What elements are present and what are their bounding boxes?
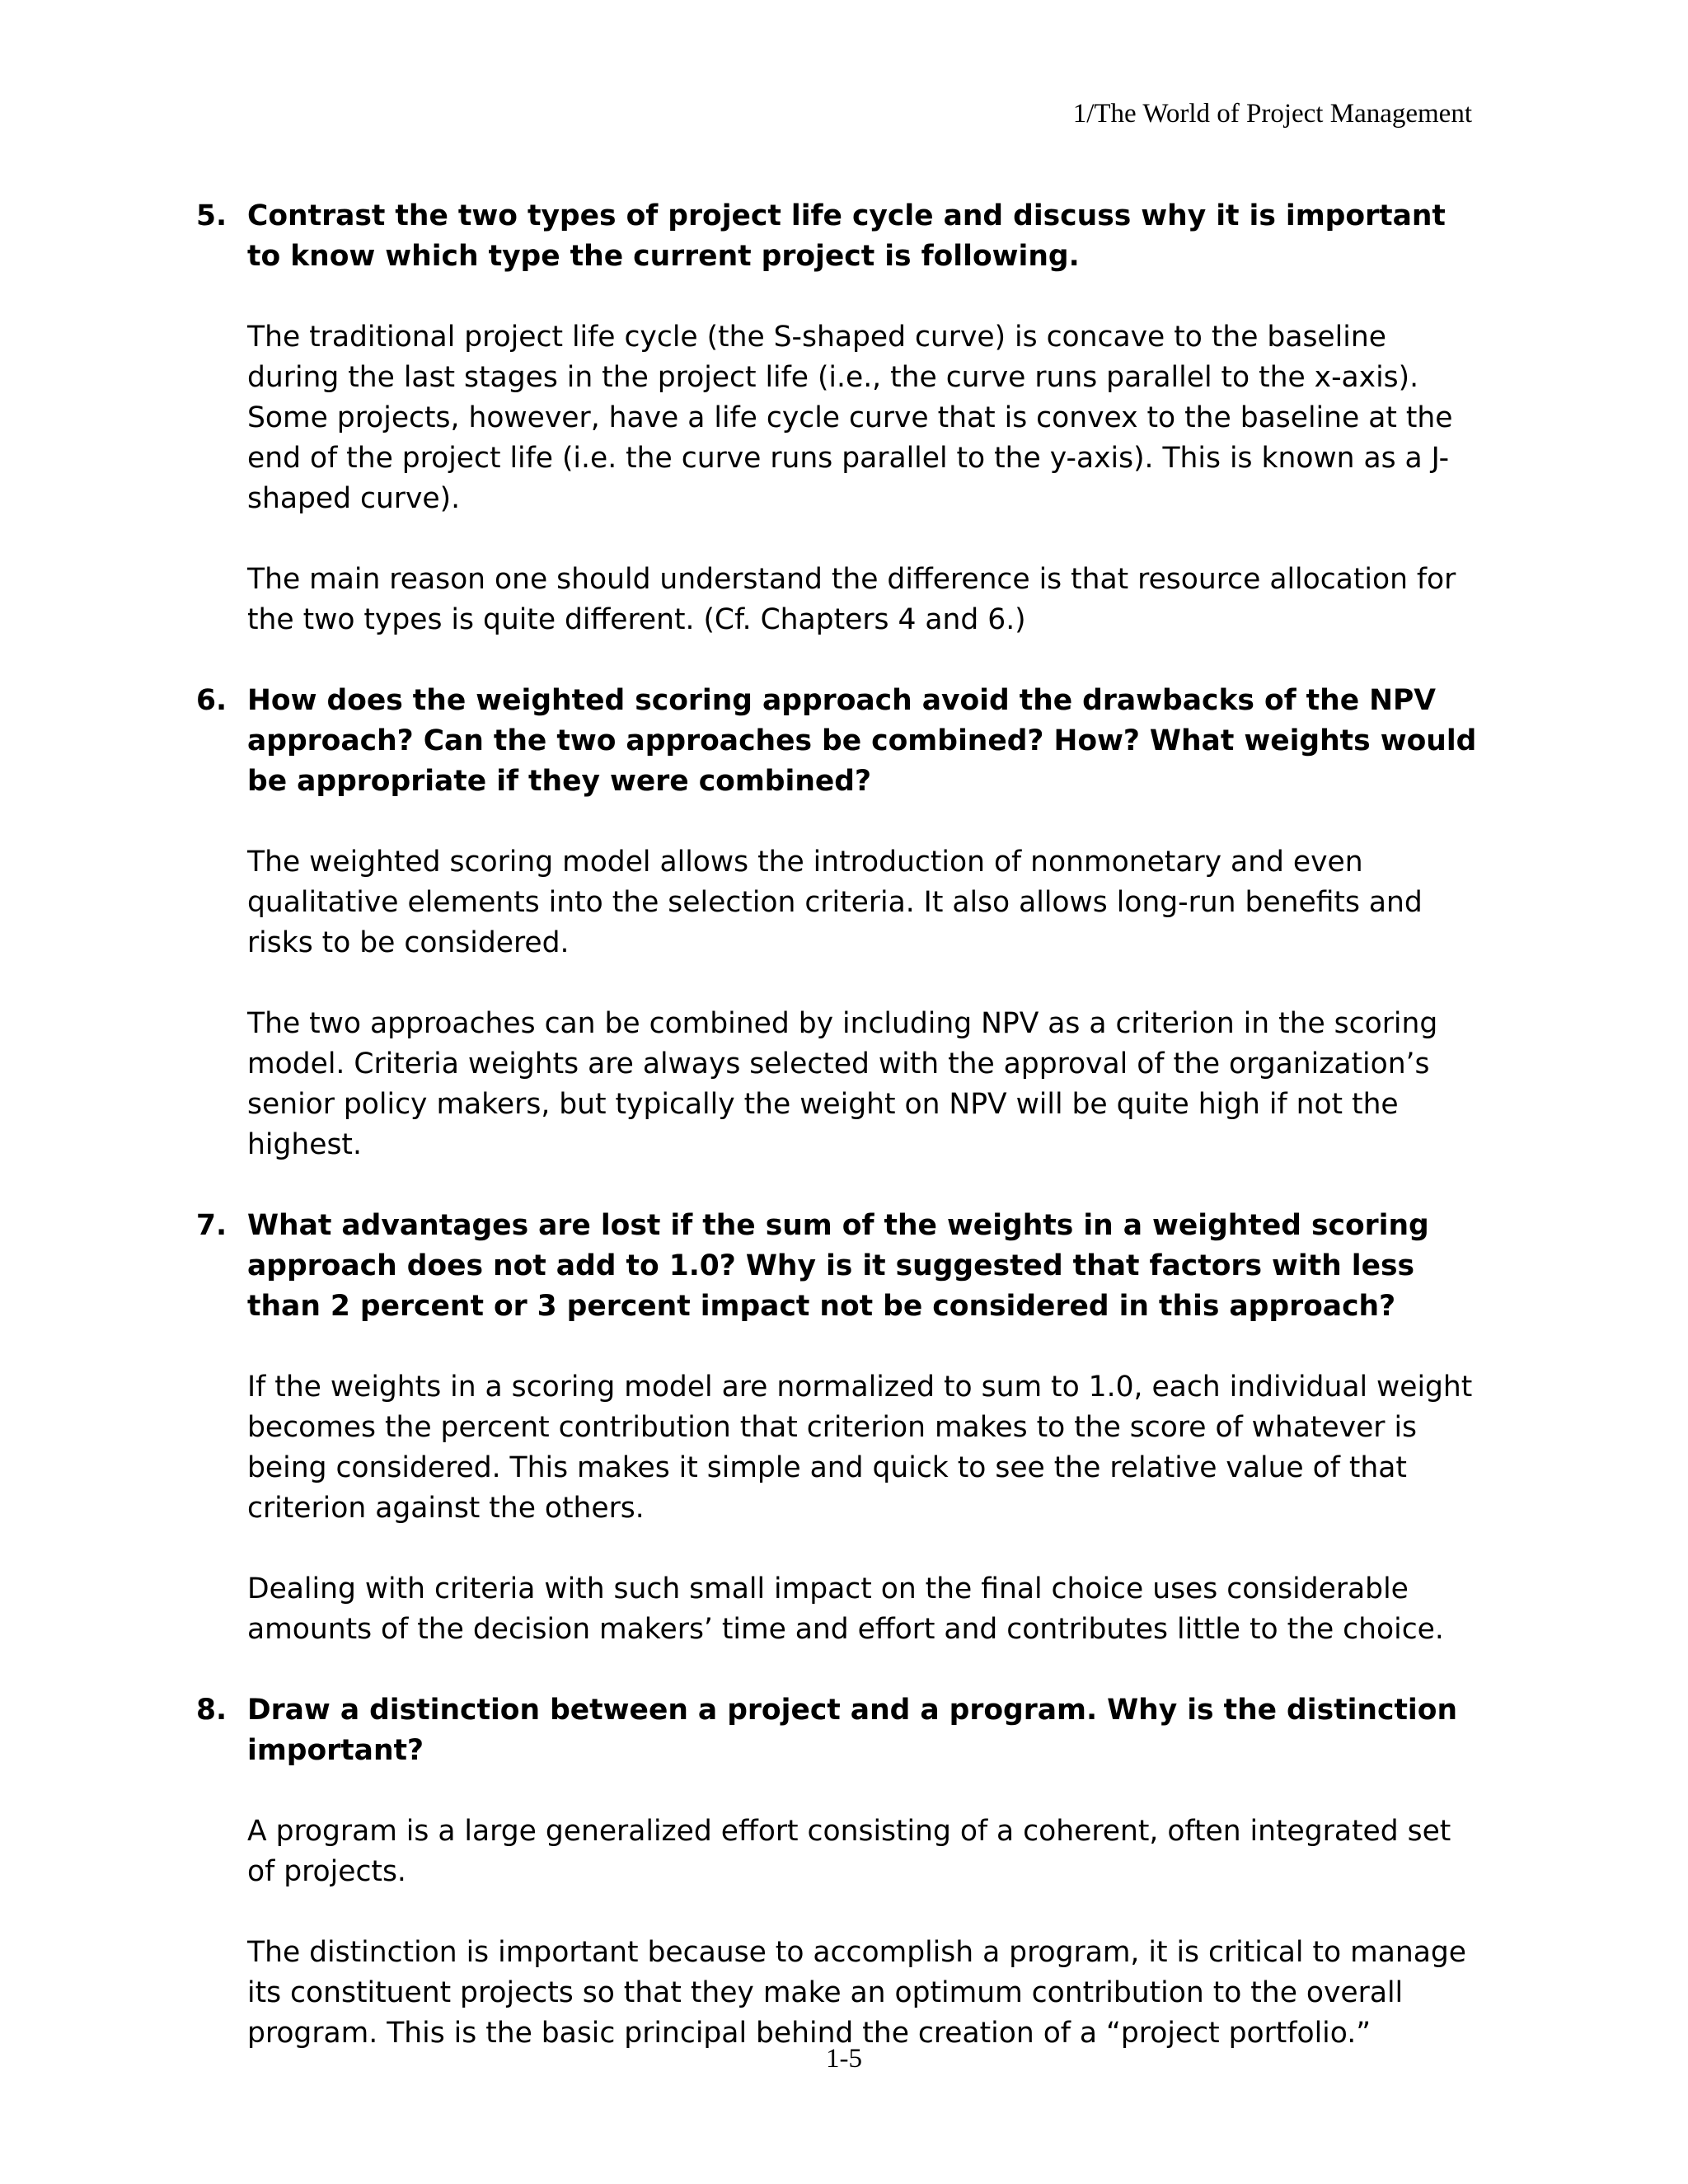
question-item-8	[196, 1690, 1482, 2054]
question-item-7	[196, 1206, 1482, 1650]
answer-paragraph: A program is a large generalized effort consisting of a coherent, often integrated set of projects.	[247, 1815, 1451, 1888]
question-number: 8.	[196, 1694, 227, 1727]
answer-paragraph: Dealing with criteria with such small impact on the final choice uses considerable amounts of the decision makers’ time and effort and contributes little to the choice.	[247, 1572, 1444, 1646]
question-item-5	[196, 196, 1482, 640]
answer-paragraph: The weighted scoring model allows the introduction of nonmonetary and even qualitative elements into the selection criteria. It also allows long-run benefits and risks to be considered.	[247, 846, 1423, 959]
question-number: 7.	[196, 1209, 227, 1242]
question-list	[196, 196, 1482, 2094]
answer-paragraph: The traditional project life cycle (the S-shaped curve) is concave to the baseline during the last stages in the project life (i.e., the curve runs parallel to the x-axis). Some projects, however, have a life cycle curve that is convex to the baseline at the end of the project life (i.e. the curve runs parallel to the y-axis). This is known as a J-shaped curve).	[247, 321, 1453, 515]
question-number: 5.	[196, 199, 227, 232]
question-item-6	[196, 681, 1482, 1165]
question-text: What advantages are lost if the sum of the weights in a weighted scoring approach does not add to 1.0? Why is it suggested that factors with less than 2 percent or 3 percent impact not be considered in this approach?	[247, 1209, 1429, 1323]
page-number: 1-5	[826, 2044, 862, 2074]
answer-paragraph: The distinction is important because to accomplish a program, it is critical to manage its constituent projects so that they make an optimum contribution to the overall program. This is the basic principal behind the creation of a “project portfolio.”	[247, 1936, 1466, 2050]
question-text: How does the weighted scoring approach avoid the drawbacks of the NPV approach? Can the two approaches be combined? How? What weights would be appropriate if they were combined?	[247, 684, 1477, 798]
answer-paragraph: The two approaches can be combined by including NPV as a criterion in the scoring model. Criteria weights are always selected with the approval of the organization’s senior policy makers, but typically the weight on NPV will be quite high if not the highest.	[247, 1007, 1438, 1161]
question-text: Draw a distinction between a project and a program. Why is the distinction important?	[247, 1694, 1458, 1767]
answer-paragraph: If the weights in a scoring model are normalized to sum to 1.0, each individual weight becomes the percent contribution that criterion makes to the score of whatever is being considered. This makes it simple and quick to see the relative value of that criterion against the others.	[247, 1371, 1473, 1525]
question-text: Contrast the two types of project life cycle and discuss why it is important to know which type the current project is following.	[247, 199, 1446, 273]
answer-paragraph: The main reason one should understand the difference is that resource allocation for the two types is quite different. (Cf. Chapters 4 and 6.)	[247, 563, 1456, 636]
question-number: 6.	[196, 684, 227, 717]
running-header: 1/The World of Project Management	[1072, 99, 1472, 129]
